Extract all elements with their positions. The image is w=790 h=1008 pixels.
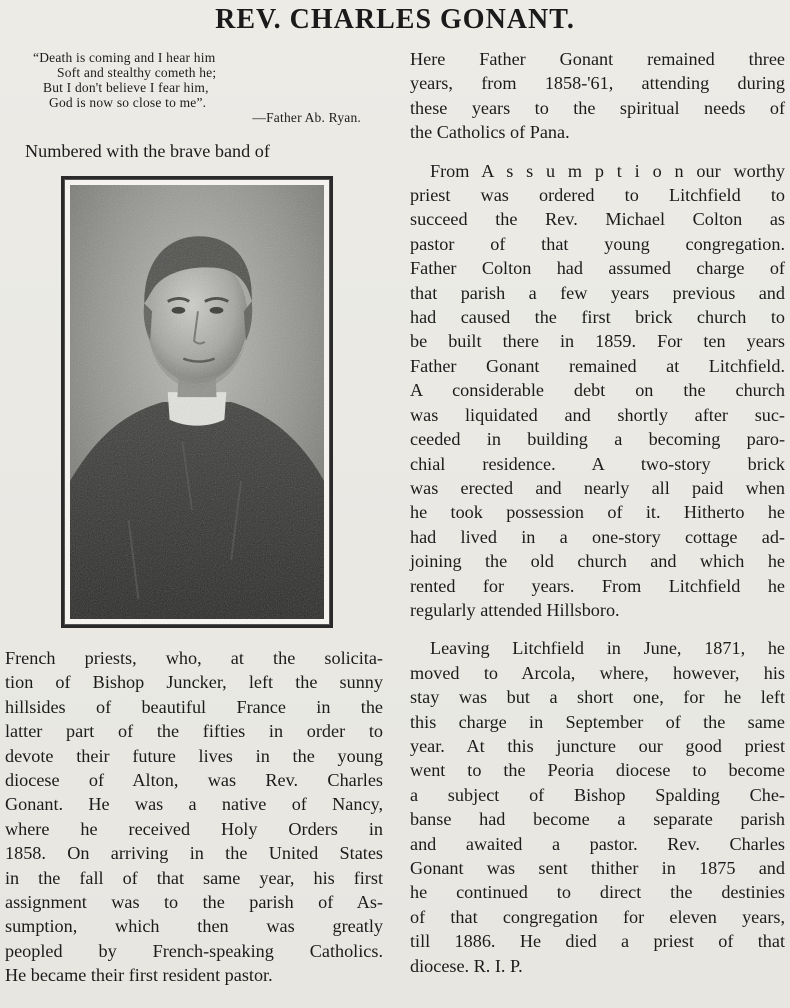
text-line: he continued to direct the destinies bbox=[410, 882, 785, 903]
lead-line: Numbered with the brave band of bbox=[25, 141, 270, 161]
text-line: Leaving Litchfield in June, 1871, he bbox=[430, 638, 785, 659]
portrait-image bbox=[70, 185, 324, 619]
text-line: till 1886. He died a priest of that bbox=[410, 931, 785, 952]
text-line: that parish a few years previous and bbox=[410, 282, 785, 303]
text-line: devote their future lives in the young bbox=[5, 745, 383, 766]
text-line: these years to the spiritual needs of bbox=[410, 97, 785, 118]
article-title: REV. CHARLES GONANT. bbox=[215, 4, 575, 35]
portrait-photo bbox=[61, 176, 333, 628]
text-line: Gonant. He was a native of Nancy, bbox=[5, 794, 383, 815]
text-line: chial residence. A two-story brick bbox=[410, 453, 785, 474]
text-line: sumption, which then was greatly bbox=[5, 916, 383, 937]
text-line: latter part of the fifties in order to bbox=[5, 721, 383, 742]
text-line: this charge in September of the same bbox=[410, 711, 785, 732]
text-line: A considerable debt on the church bbox=[410, 380, 785, 401]
text-line: be built there in 1859. For ten years bbox=[410, 331, 785, 352]
text-line: He became their first resident pastor. bbox=[5, 965, 273, 986]
text-line: the Catholics of Pana. bbox=[410, 122, 570, 143]
text-line: was liquidated and shortly after suc- bbox=[410, 404, 785, 425]
text-line: banse had become a separate parish bbox=[410, 809, 785, 830]
text-line: diocese of Alton, was Rev. Charles bbox=[5, 770, 383, 791]
right-paragraph-2 bbox=[410, 159, 785, 623]
text-line: was erected and nearly all paid when bbox=[410, 477, 785, 498]
text-line: assignment was to the parish of As- bbox=[5, 892, 383, 913]
text-line: 1858. On arriving in the United States bbox=[5, 843, 383, 864]
text-line: year. At this juncture our good priest bbox=[410, 735, 785, 756]
text-line: French priests, who, at the solicita- bbox=[5, 648, 383, 668]
text-line: tion of Bishop Juncker, left the sunny bbox=[5, 672, 383, 693]
text-line: diocese. R. I. P. bbox=[410, 955, 523, 976]
text-line: Gonant was sent thither in 1875 and bbox=[410, 858, 785, 878]
epigraph-line: “Death is coming and I hear him bbox=[33, 50, 216, 65]
text-line: Father Gonant remained at Litchfield. bbox=[410, 355, 785, 376]
text-line: moved to Arcola, where, however, his bbox=[410, 662, 785, 683]
text-line: where he received Holy Orders in bbox=[5, 818, 383, 839]
text-line: From A s s u m p t i o n our worthy bbox=[430, 160, 785, 181]
text-line: stay was but a short one, for he left bbox=[410, 687, 785, 708]
text-line: hillsides of beautiful France in the bbox=[5, 696, 383, 717]
text-line: joining the old church and which he bbox=[410, 551, 785, 572]
text-line: and awaited a pastor. Rev. Charles bbox=[410, 833, 785, 854]
epigraph-attribution: —Father Ab. Ryan. bbox=[252, 110, 361, 125]
text-line: had caused the first brick church to bbox=[410, 307, 785, 328]
text-line: priest was ordered to Litchfield to bbox=[410, 185, 785, 206]
text-line: pastor of that young congregation. bbox=[410, 233, 785, 254]
text-line: went to the Peoria diocese to become bbox=[410, 760, 785, 781]
text-line: succeed the Rev. Michael Colton as bbox=[410, 209, 785, 230]
text-line: in the fall of that same year, his first bbox=[5, 867, 383, 888]
text-line: years, from 1858-'61, attending during bbox=[410, 73, 785, 94]
text-line: Father Colton had assumed charge of bbox=[410, 258, 785, 279]
text-line: peopled by French-speaking Catholics. bbox=[5, 940, 383, 961]
text-line: he took possession of it. Hitherto he bbox=[410, 502, 785, 523]
left-paragraph bbox=[5, 646, 383, 988]
text-line: rented for years. From Litchfield he bbox=[410, 575, 785, 596]
epigraph-line: Soft and stealthy cometh he; bbox=[57, 65, 217, 80]
text-line: of that congregation for eleven years, bbox=[410, 906, 785, 927]
epigraph-line: God is now so close to me”. bbox=[49, 95, 207, 110]
right-paragraph-3 bbox=[410, 636, 785, 978]
right-column bbox=[410, 50, 785, 978]
text-line: ceeded in building a becoming paro- bbox=[410, 429, 785, 450]
left-column bbox=[5, 50, 383, 988]
text-line: had lived in a one-story cottage ad- bbox=[410, 526, 785, 547]
right-paragraph-1 bbox=[410, 47, 785, 145]
epigraph-line: But I don't believe I fear him, bbox=[43, 80, 209, 95]
text-line: a subject of Bishop Spalding Che- bbox=[410, 784, 785, 805]
epigraph bbox=[33, 50, 383, 125]
text-line: regularly attended Hillsboro. bbox=[410, 599, 620, 620]
text-line: Here Father Gonant remained three bbox=[410, 49, 785, 69]
